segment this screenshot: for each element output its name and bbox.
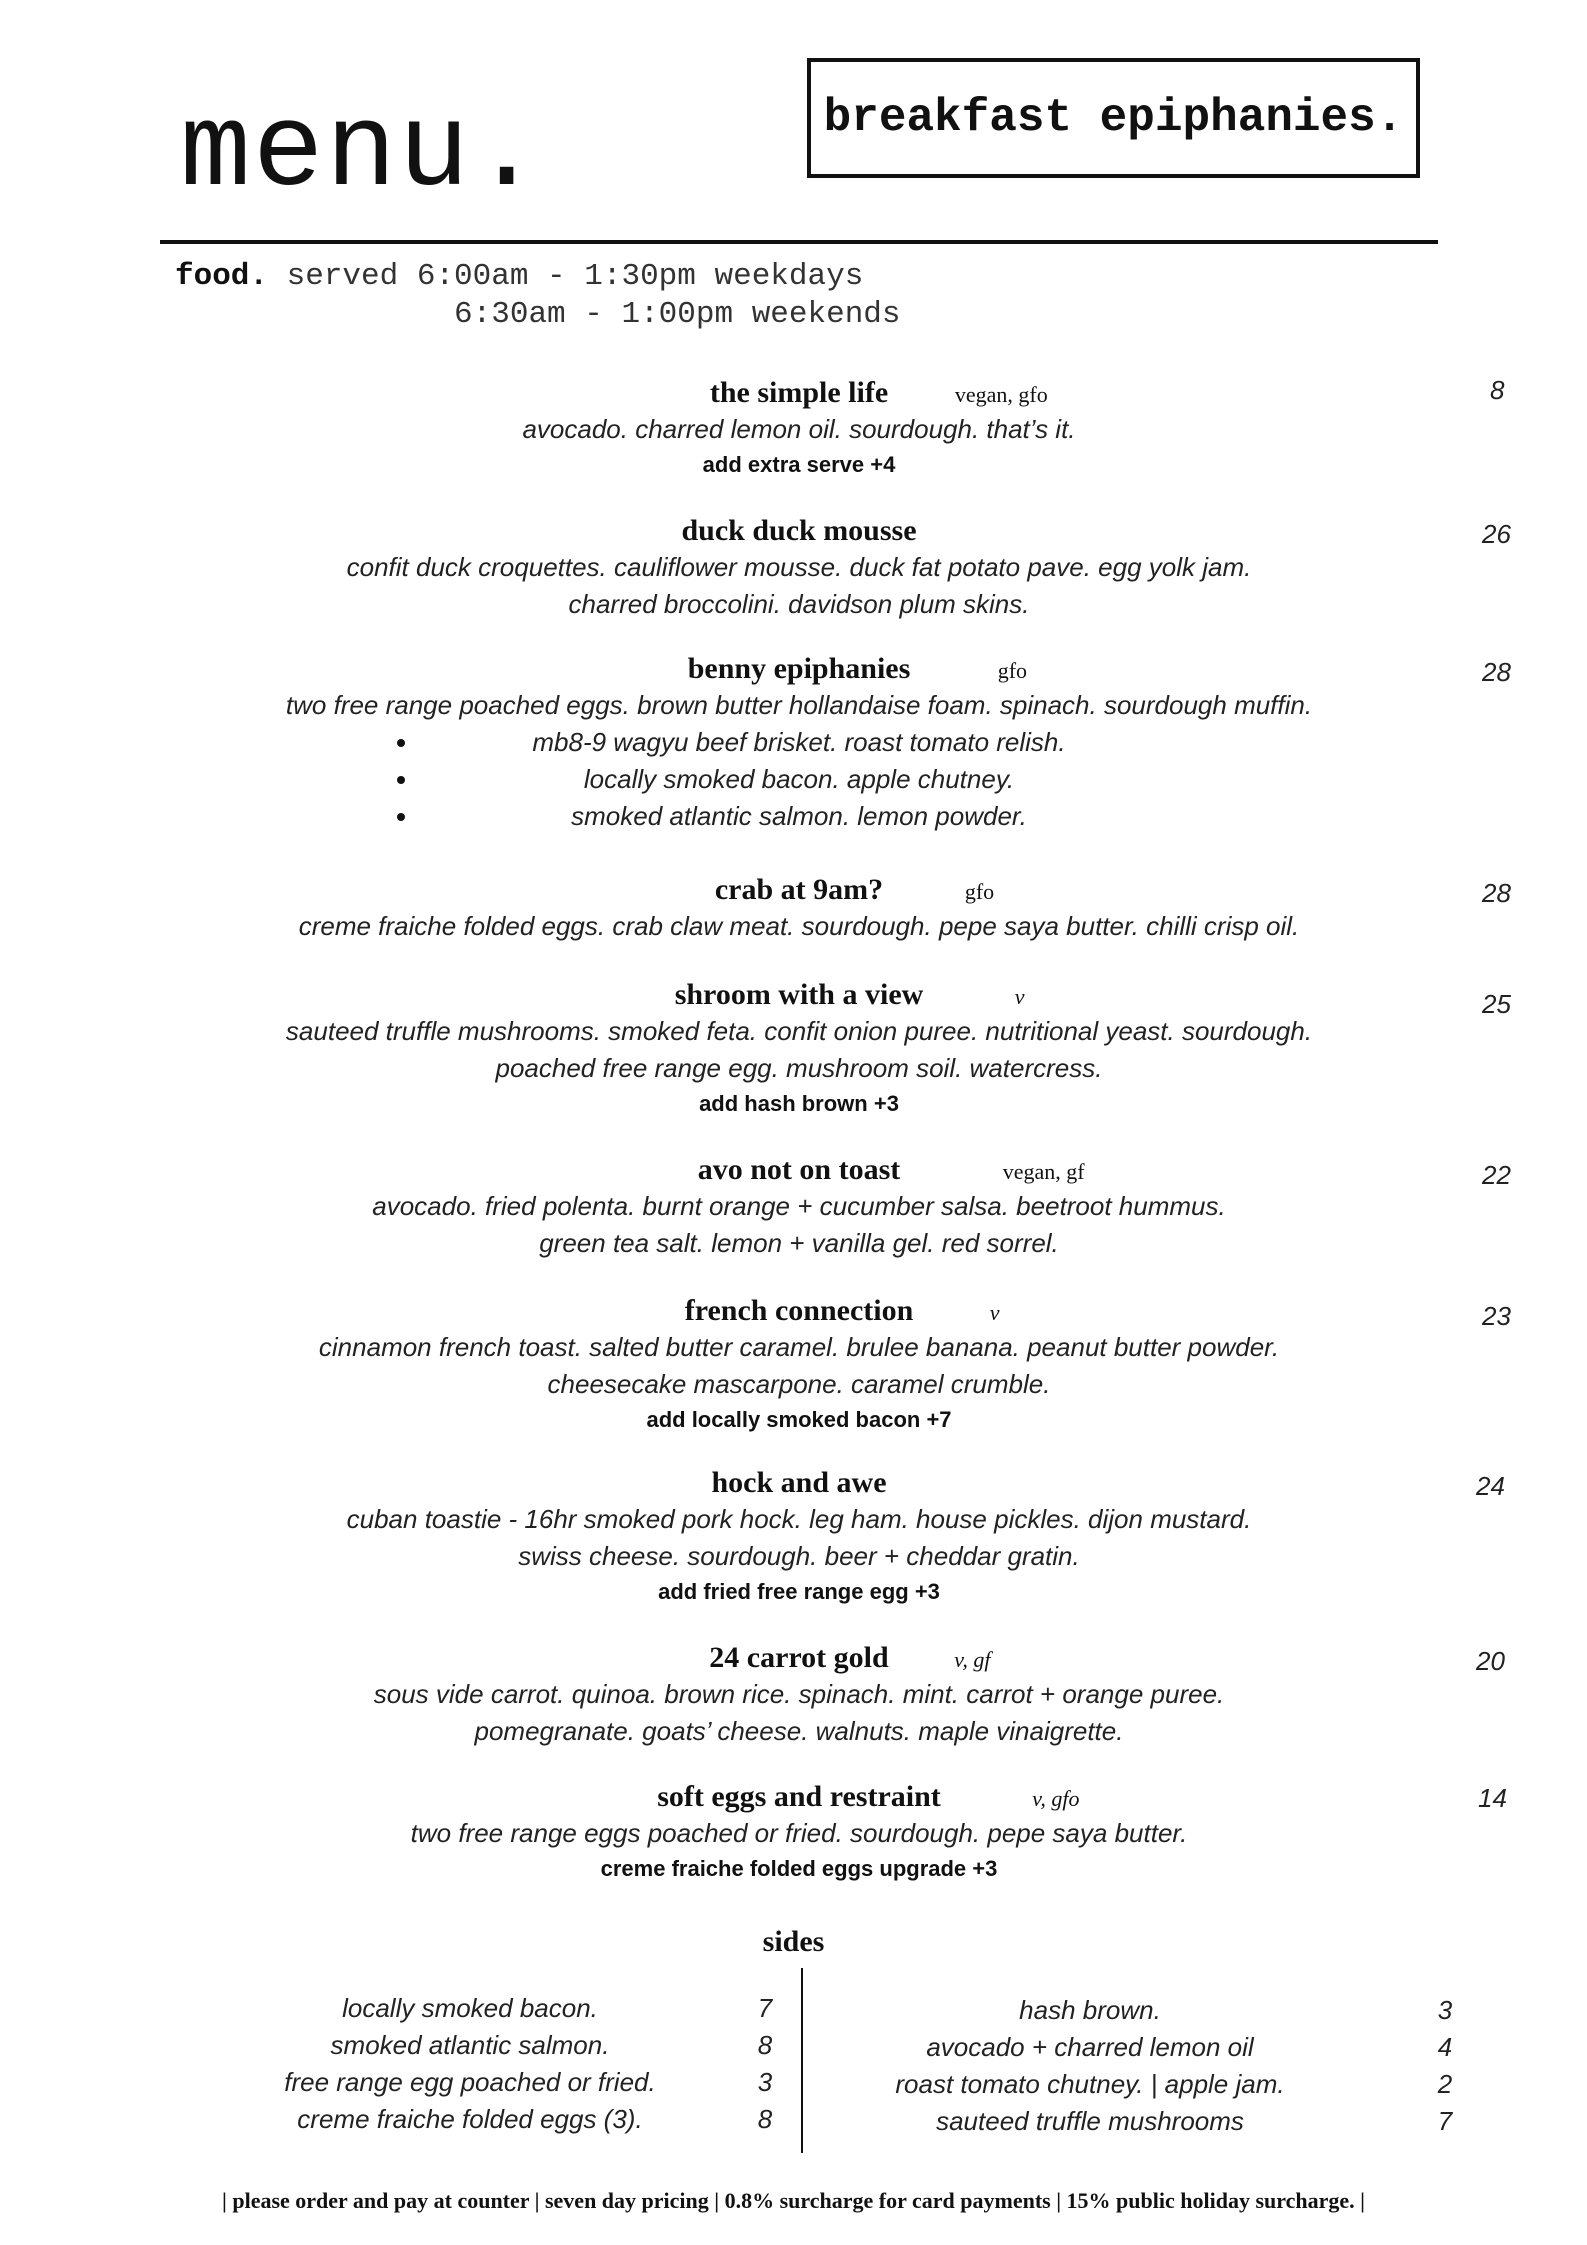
menu-item: [160, 1152, 1511, 1262]
side-item-price: 2: [1437, 2069, 1453, 2099]
dietary-tag: v, gf: [954, 1647, 991, 1672]
side-item-name: roast tomato chutney. | apple jam.: [895, 2069, 1285, 2099]
hours-weekdays: served 6:00am - 1:30pm weekdays: [268, 259, 864, 294]
side-item-name: avocado + charred lemon oil: [926, 2032, 1254, 2062]
item-price: 23: [1482, 1301, 1511, 1331]
item-name: shroom with a view v: [675, 977, 924, 1013]
menu-item: [160, 513, 1511, 623]
sides-divider: [801, 1968, 803, 2153]
option-item: locally smoked bacon. apple chutney.: [160, 761, 1438, 798]
item-description: sauteed truffle mushrooms. smoked feta. confit onion puree. nutritional yeast. sourdough.: [285, 1016, 1313, 1046]
item-price: 20: [1476, 1646, 1505, 1676]
menu-item: [160, 375, 1505, 482]
menu-item: [160, 1640, 1505, 1750]
side-item-price: 3: [757, 2067, 773, 2097]
side-item-price: 8: [757, 2030, 773, 2060]
item-options: [160, 724, 1438, 835]
dietary-tag: gfo: [997, 658, 1028, 683]
item-description: cheesecake mascarpone. caramel crumble.: [547, 1369, 1051, 1399]
item-price: 28: [1482, 657, 1511, 687]
item-description: avocado. charred lemon oil. sourdough. that’s it.: [522, 414, 1076, 444]
item-name: soft eggs and restraint v, gfo: [657, 1779, 941, 1815]
item-price: 25: [1482, 989, 1511, 1019]
item-description: pomegranate. goats’ cheese. walnuts. maple vinaigrette.: [474, 1716, 1124, 1746]
side-item-name: free range egg poached or fried.: [284, 2067, 656, 2097]
dietary-tag: gfo: [964, 879, 995, 904]
side-item-price: 4: [1437, 2032, 1453, 2062]
item-description: avocado. fried polenta. burnt orange + cucumber salsa. beetroot hummus.: [372, 1191, 1226, 1221]
side-item-price: 3: [1437, 1995, 1453, 2025]
item-description: cuban toastie - 16hr smoked pork hock. leg ham. house pickles. dijon mustard.: [346, 1504, 1252, 1534]
hours-weekends: 6:30am - 1:00pm weekends: [175, 297, 901, 332]
item-name: the simple life vegan, gfo: [710, 375, 888, 411]
item-price: 14: [1478, 1783, 1507, 1813]
side-item-name: smoked atlantic salmon.: [330, 2030, 610, 2060]
brand-name: breakfast epiphanies.: [823, 92, 1404, 144]
item-name: crab at 9am? gfo: [715, 872, 883, 908]
item-name: french connection v: [685, 1293, 914, 1329]
item-description: two free range poached eggs. brown butter hollandaise foam. spinach. sourdough muffin.: [285, 690, 1313, 720]
sides-heading: sides: [762, 1925, 825, 1958]
hours-label: food.: [175, 259, 269, 294]
menu-item: [160, 977, 1511, 1121]
side-item-name: hash brown.: [1019, 1995, 1161, 2025]
item-price: 8: [1490, 375, 1505, 405]
service-hours: [175, 258, 901, 334]
item-addon: add extra serve +4: [702, 452, 896, 477]
side-item-price: 8: [757, 2104, 773, 2134]
dietary-tag: v: [1014, 984, 1025, 1009]
item-price: 28: [1482, 878, 1511, 908]
item-addon: creme fraiche folded eggs upgrade +3: [600, 1856, 998, 1881]
menu-item: [160, 1779, 1507, 1886]
side-item-name: sauteed truffle mushrooms: [936, 2106, 1244, 2136]
item-addon: add hash brown +3: [699, 1091, 899, 1116]
menu-item: [160, 1465, 1505, 1609]
item-price: 22: [1482, 1160, 1511, 1190]
item-description: sous vide carrot. quinoa. brown rice. spinach. mint. carrot + orange puree.: [373, 1679, 1225, 1709]
item-price: 26: [1482, 519, 1511, 549]
item-description: creme fraiche folded eggs. crab claw meat. sourdough. pepe saya butter. chilli crisp oil.: [298, 911, 1300, 941]
item-description: charred broccolini. davidson plum skins.: [568, 589, 1030, 619]
menu-item: [160, 651, 1511, 835]
dietary-tag: vegan, gf: [1002, 1159, 1085, 1184]
dietary-tag: v: [989, 1300, 1000, 1325]
item-description: poached free range egg. mushroom soil. watercress.: [495, 1053, 1103, 1083]
item-price: 24: [1476, 1471, 1505, 1501]
bullet-icon: [397, 739, 405, 747]
side-item-price: 7: [757, 1993, 773, 2023]
menu-item: [160, 1293, 1511, 1437]
item-name: 24 carrot gold v, gf: [709, 1640, 888, 1676]
menu-title: menu.: [180, 87, 545, 220]
bullet-icon: [397, 813, 405, 821]
item-addon: add locally smoked bacon +7: [646, 1407, 952, 1432]
brand-box: [807, 58, 1420, 178]
option-item: mb8-9 wagyu beef brisket. roast tomato relish.: [160, 724, 1438, 761]
item-addon: add fried free range egg +3: [658, 1579, 940, 1604]
header-divider: [160, 240, 1438, 244]
item-name: avo not on toast vegan, gf: [698, 1152, 901, 1188]
side-item-name: locally smoked bacon.: [342, 1993, 598, 2023]
option-item: smoked atlantic salmon. lemon powder.: [160, 798, 1438, 835]
footer-notice: | please order and pay at counter | seven day pricing | 0.8% surcharge for card payments | 15% public holiday surcharge. |: [222, 2188, 1365, 2213]
item-description: cinnamon french toast. salted butter caramel. brulee banana. peanut butter powder.: [318, 1332, 1280, 1362]
side-item-price: 7: [1437, 2106, 1453, 2136]
item-name: hock and awe: [711, 1466, 887, 1499]
item-description: swiss cheese. sourdough. beer + cheddar gratin.: [518, 1541, 1080, 1571]
item-name: duck duck mousse: [681, 514, 917, 547]
item-description: confit duck croquettes. cauliflower mousse. duck fat potato pave. egg yolk jam.: [346, 552, 1252, 582]
bullet-icon: [397, 776, 405, 784]
item-description: green tea salt. lemon + vanilla gel. red sorrel.: [539, 1228, 1059, 1258]
item-name: benny epiphanies gfo: [688, 651, 911, 687]
dietary-tag: vegan, gfo: [954, 382, 1048, 407]
item-description: two free range eggs poached or fried. sourdough. pepe saya butter.: [410, 1818, 1188, 1848]
side-item-name: creme fraiche folded eggs (3).: [297, 2104, 643, 2134]
menu-item: [160, 872, 1511, 945]
dietary-tag: v, gfo: [1032, 1786, 1080, 1811]
